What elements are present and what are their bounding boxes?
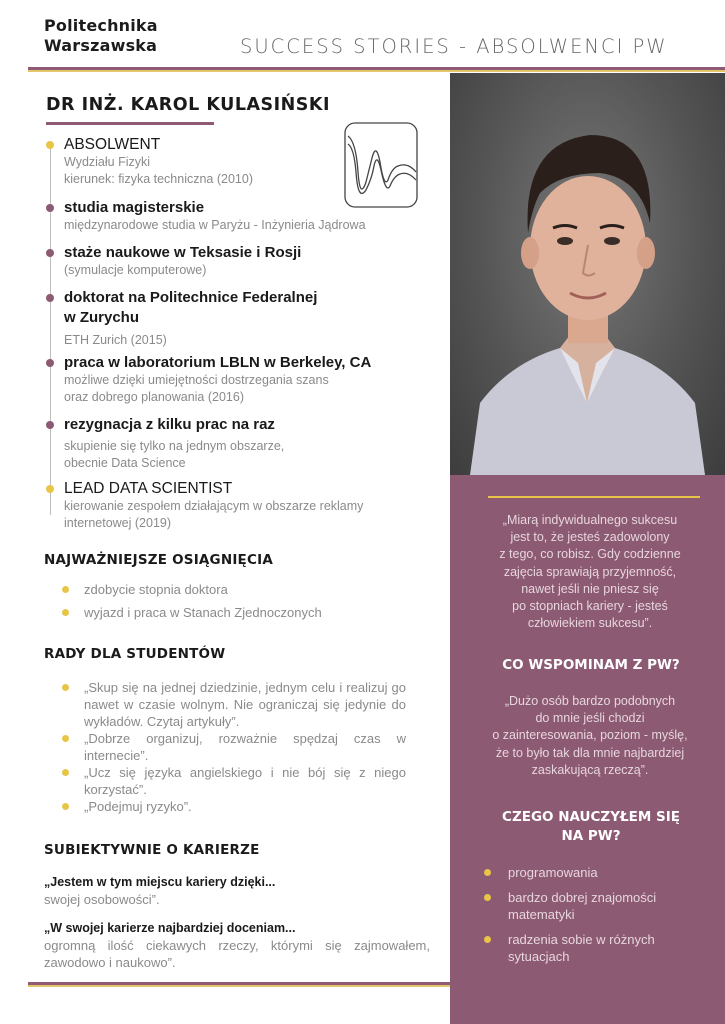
timeline-detail: internetowej (2019) (64, 516, 172, 530)
timeline-title: praca w laboratorium LBLN w Berkeley, CA (64, 354, 372, 371)
page-title: SUCCESS STORIES - ABSOLWENCI PW (240, 35, 668, 58)
timeline-dot-icon (46, 249, 54, 257)
bullet-icon (62, 684, 69, 691)
list-item: radzenia sobie w różnych sytuacjach (484, 931, 704, 965)
achievements-list (62, 581, 422, 621)
memory-title: CO WSPOMINAM Z PW? (502, 657, 680, 673)
quote-heading: „Jestem w tym miejscu kariery dzięki... (44, 875, 276, 889)
timeline-item (64, 416, 284, 472)
logo-line-2: Warszawska (44, 36, 158, 55)
bullet-icon (62, 803, 69, 810)
timeline-detail: ETH Zurich (2015) (64, 333, 167, 347)
timeline-title: LEAD DATA SCIENTIST (64, 480, 233, 497)
timeline-title: rezygnacja z kilku prac na raz (64, 416, 275, 433)
quote-heading: „W swojej karierze najbardziej doceniam... (44, 921, 296, 935)
timeline-detail: kierowanie zespołem działającym w obszarze reklamy (64, 499, 364, 513)
timeline-detail: skupienie się tylko na jednym obszarze, (64, 439, 285, 453)
achievements-title: NAJWAŻNIEJSZE OSIĄGNIĘCIA (44, 552, 273, 568)
memory-quote (466, 693, 714, 779)
bullet-icon (484, 894, 491, 901)
list-item: „Dobrze organizuj, rozważnie spędzaj czas w internecie”. (62, 730, 406, 764)
quote-line: zaskakującą rzeczą”. (531, 762, 649, 777)
timeline-detail: kierunek: fizyka techniczna (2010) (64, 172, 253, 186)
timeline-item (64, 354, 371, 406)
name-underline (46, 122, 214, 125)
faculty-emblem-icon (344, 122, 418, 208)
bullet-icon (62, 735, 69, 742)
advice-title: RADY DLA STUDENTÓW (44, 646, 226, 662)
quote-line: człowiekiem sukcesu”. (527, 616, 653, 631)
quote-line: „Dużo osób bardzo podobnych (504, 694, 676, 708)
subjective-quote-2 (44, 920, 430, 971)
timeline-dot-icon (46, 294, 54, 302)
sidebar-accent-line (488, 496, 700, 498)
bullet-icon (62, 769, 69, 776)
list-item: „Ucz się języka angielskiego i nie bój się z niego korzystać”. (62, 764, 406, 798)
timeline-title: w Zurychu (64, 309, 140, 326)
timeline-title: doktorat na Politechnice Federalnej (64, 289, 318, 306)
subjective-quote-1 (44, 874, 430, 908)
list-item: programowania (484, 864, 704, 881)
learned-title (460, 808, 722, 846)
profile-photo (450, 73, 725, 475)
timeline-detail: Wydziału Fizyki (64, 155, 151, 169)
advice-list (62, 679, 406, 815)
timeline-title: studia magisterskie (64, 199, 205, 216)
timeline-dot-icon (46, 204, 54, 212)
bullet-icon (484, 936, 491, 943)
list-item: „Skup się na jednej dziedzinie, jednym celu i realizuj go nawet w czasie wolnym. Nie ograniczaj się jedynie do wykładów. Czytaj artykuły”. (62, 679, 406, 730)
list-item: wyjazd i praca w Stanach Zjednoczonych (62, 604, 422, 621)
quote-line: że to było tak dla mnie najbardziej (495, 745, 685, 760)
person-name: DR INŻ. KAROL KULASIŃSKI (46, 95, 330, 115)
quote-line: jest to, że jesteś zadowolony (510, 530, 670, 545)
bullet-icon (62, 609, 69, 616)
university-logo (44, 16, 158, 56)
timeline-axis (50, 145, 51, 515)
quote-line: do mnie jeśli chodzi (535, 711, 645, 726)
subjective-title: SUBIEKTYWNIE O KARIERZE (44, 842, 260, 858)
timeline-item (64, 244, 301, 279)
quote-line: „Miarą indywidualnego sukcesu (502, 513, 678, 527)
timeline-item (64, 480, 363, 532)
quote-body: ogromną ilość ciekawych rzeczy, którymi się zajmowałem, zawodowo i naukowo”. (44, 938, 430, 970)
quote-line: nawet jeśli nie pniesz się (521, 581, 659, 596)
timeline-item (64, 199, 366, 234)
timeline-dot-icon (46, 141, 54, 149)
timeline-detail: międzynarodowe studia w Paryżu - Inżynieria Jądrowa (64, 218, 366, 232)
learned-title-line: CZEGO NAUCZYŁEM SIĘ (502, 809, 680, 825)
list-item: „Podejmuj ryzyko”. (62, 798, 406, 815)
footer-divider-accent (28, 985, 450, 987)
timeline-dot-icon (46, 359, 54, 367)
timeline-dot-icon (46, 485, 54, 493)
timeline-detail: oraz dobrego planowania (2016) (64, 390, 244, 404)
quote-body: swojej osobowości”. (44, 892, 160, 907)
learned-list (484, 864, 704, 973)
bullet-icon (484, 869, 491, 876)
bullet-icon (62, 586, 69, 593)
person-portrait-icon (450, 73, 725, 475)
list-item: bardzo dobrej znajomości matematyki (484, 889, 704, 923)
header-divider-accent (28, 70, 725, 72)
timeline-detail: możliwe dzięki umiejętności dostrzegania szans (64, 373, 329, 387)
timeline-detail: (symulacje komputerowe) (64, 263, 207, 277)
timeline-title: ABSOLWENT (64, 136, 161, 153)
learned-title-line: NA PW? (561, 828, 621, 844)
timeline-dot-icon (46, 421, 54, 429)
timeline-item (64, 136, 253, 188)
sidebar-quote (466, 512, 714, 632)
quote-line: zajęcia sprawiają przyjemność, (503, 564, 677, 579)
quote-line: z tego, co robisz. Gdy codzienne (499, 547, 681, 562)
timeline-item (64, 289, 317, 349)
list-item: zdobycie stopnia doktora (62, 581, 422, 598)
quote-line: o zainteresowania, poziom - myślę, (492, 728, 688, 743)
timeline-title: staże naukowe w Teksasie i Rosji (64, 244, 302, 261)
quote-line: po stopniach kariery - jesteś (512, 599, 668, 614)
logo-line-1: Politechnika (44, 16, 158, 35)
timeline-detail: obecnie Data Science (64, 456, 186, 470)
